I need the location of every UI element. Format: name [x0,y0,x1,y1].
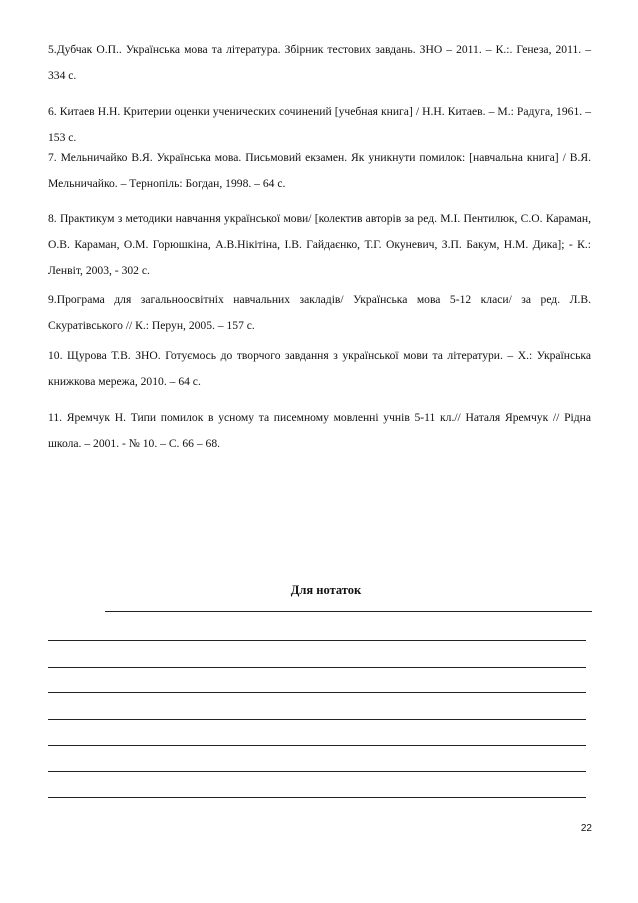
note-line [48,640,586,641]
page-number: 22 [580,823,592,834]
reference-entry-9: 9.Програма для загальноосвітніх навчальних закладів/ Українська мова 5-12 класи/ за ред. Л.В. Скуратівського // К.: Перун, 2005. – 157 с. [48,293,591,332]
note-line [105,611,592,612]
reference-entry-5: 5.Дубчак О.П.. Українська мова та література. Збірник тестових завдань. ЗНО – 2011. – К.:. Генеза, 2011. – 334 с. [48,43,591,82]
note-line [48,797,586,798]
reference-entry-6: 6. Китаев Н.Н. Критерии оценки ученических сочинений [учебная книга] / Н.Н. Китаев. – М.: Радуга, 1961. – 153 с. [48,105,591,144]
note-line [48,667,586,668]
notes-heading-text: Для нотаток [290,583,362,597]
note-line [48,771,586,772]
reference-entry-10: 10. Щурова Т.В. ЗНО. Готуємось до творчого завдання з української мови та літератури. – Х.: Українська книжкова мережа, 2010. – 64 с. [48,349,591,388]
note-line [48,692,586,693]
reference-entry-11: 11. Яремчук Н. Типи помилок в усному та писемному мовленні учнів 5-11 кл.// Наталя Яремчук // Рідна школа. – 2001. - № 10. – С. 66 – 68. [48,411,591,450]
notes-heading [0,582,638,598]
reference-entry-7: 7. Мельничайко В.Я. Українська мова. Письмовий екзамен. Як уникнути помилок: [навчальна книга] / В.Я. Мельничайко. – Тернопіль: Богдан, 1998. – 64 с. [48,151,591,190]
reference-entry-8: 8. Практикум з методики навчання української мови/ [колектив авторів за ред. М.І. Пентилюк, С.О. Караман, О.В. Караман, О.М. Горюшкіна, А.В.Нікітіна, І.В. Гайдаєнко, Т.Г. Окуневич, З.П. Бакум, Н.М. Дика]; - К.: Ленвіт, 2003, - 302 с. [48,212,591,277]
note-line [48,745,586,746]
note-line [48,719,586,720]
